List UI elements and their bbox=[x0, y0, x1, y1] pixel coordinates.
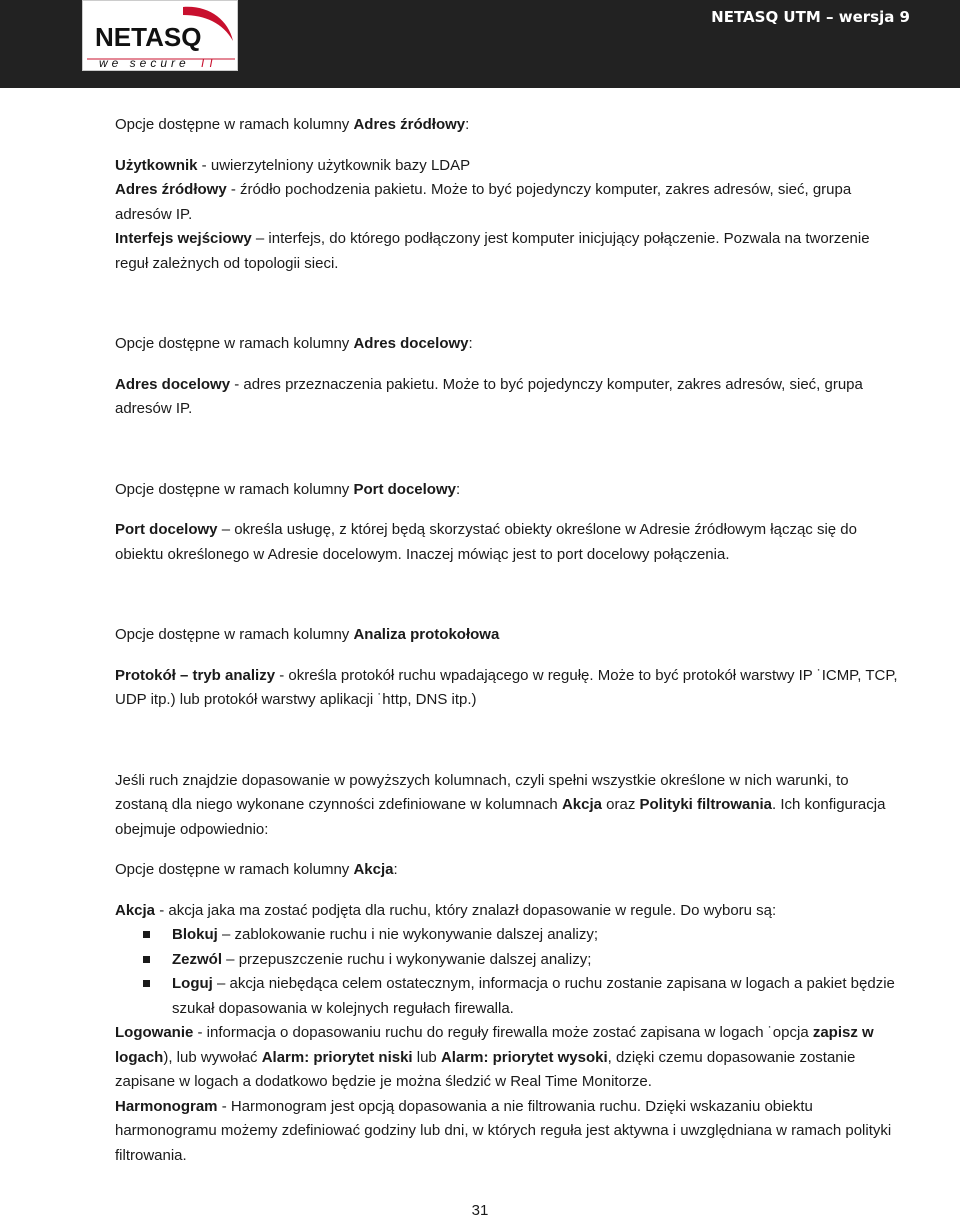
svg-text:NETASQ: NETASQ bbox=[95, 22, 202, 52]
action-options-list bbox=[115, 923, 905, 1021]
interface-paragraph: Interfejs wejściowy – interfejs, do którego podłączony jest komputer inicjujący połączenie. Pozwala na tworzenie reguł zależnych od topologii sieci. bbox=[115, 230, 870, 272]
square-bullet-icon bbox=[143, 931, 150, 938]
section-heading-port: Opcje dostępne w ramach kolumny Port docelowy: bbox=[115, 480, 461, 498]
svg-text:we secure: we secure bbox=[99, 56, 190, 70]
list-item: Loguj – akcja niebędąca celem ostatecznym, informacja o ruchu zostanie zapisana w logach a pakiet będzie szukał dopasowania w kolejnych regułach firewalla. bbox=[115, 972, 905, 1021]
section-heading-destination: Opcje dostępne w ramach kolumny Adres docelowy: bbox=[115, 335, 473, 352]
svg-text:IT: IT bbox=[201, 56, 218, 70]
user-paragraph: Użytkownik - uwierzytelniony użytkownik bazy LDAP bbox=[115, 156, 471, 174]
match-paragraph: Jeśli ruch znajdzie dopasowanie w powyższych kolumnach, czyli spełni wszystkie określone w nich warunki, to zostaną dla niego wykonane czynności zdefiniowane w kolumnach Akcja oraz Polityki filtrowania. Ich konfiguracja obejmuje odpowiednio: bbox=[115, 771, 886, 838]
square-bullet-icon bbox=[143, 956, 150, 963]
netasq-logo bbox=[82, 0, 238, 71]
schedule-paragraph: Harmonogram - Harmonogram jest opcją dopasowania a nie filtrowania ruchu. Dzięki wskazaniu obiektu harmonogramu możemy zdefiniować godziny lub dni, w których reguła jest aktywna i uwzględniana w ramach polityki filtrowania. bbox=[115, 1097, 892, 1164]
logo-swoosh-icon bbox=[83, 1, 239, 72]
protocol-paragraph: Protokół – tryb analizy - określa protokół ruchu wpadającego w regułę. Może to być protokół warstwy IP ˙ICMP, TCP, UDP itp.) lub protokół warstwy aplikacji ˙http, DNS itp.) bbox=[115, 666, 898, 708]
document-body bbox=[115, 113, 905, 1168]
list-item: Blokuj – zablokowanie ruchu i nie wykonywanie dalszej analizy; bbox=[115, 923, 905, 948]
section-heading-source: Opcje dostępne w ramach kolumny Adres źródłowy: bbox=[115, 116, 470, 133]
page-number: 31 bbox=[471, 1202, 489, 1219]
section-heading-action: Opcje dostępne w ramach kolumny Akcja: bbox=[115, 861, 398, 878]
list-item: Zezwól – przepuszczenie ruchu i wykonywanie dalszej analizy; bbox=[115, 948, 905, 973]
action-paragraph: Akcja - akcja jaka ma zostać podjęta dla ruchu, który znalazł dopasowanie w regule. Do wyboru są: bbox=[115, 901, 777, 919]
logging-paragraph: Logowanie - informacja o dopasowaniu ruchu do reguły firewalla może zostać zapisana w logach ˙opcja zapisz w logach), lub wywołać Alarm: priorytet niski lub Alarm: priorytet wysoki, dzięki czemu dopasowanie zostanie zapisane w logach a dodatkowo będzie je można śledzić w Real Time Monitorze. bbox=[115, 1024, 874, 1090]
destination-paragraph: Adres docelowy - adres przeznaczenia pakietu. Może to być pojedynczy komputer, zakres adresów, sieć, grupa adresów IP. bbox=[115, 375, 863, 417]
port-paragraph: Port docelowy – określa usługę, z której będą skorzystać obiekty określone w Adresie źródłowym łącząc się do obiektu określonego w Adresie docelowym. Inaczej mówiąc jest to port docelowy połączenia. bbox=[115, 521, 857, 563]
document-title: NETASQ UTM – wersja 9 bbox=[711, 8, 910, 26]
section-heading-protocol: Opcje dostępne w ramach kolumny Analiza protokołowa bbox=[115, 626, 500, 643]
square-bullet-icon bbox=[143, 980, 150, 987]
source-paragraph: Adres źródłowy - źródło pochodzenia pakietu. Może to być pojedynczy komputer, zakres adresów, sieć, grupa adresów IP. bbox=[115, 181, 852, 223]
page-header bbox=[0, 0, 960, 88]
